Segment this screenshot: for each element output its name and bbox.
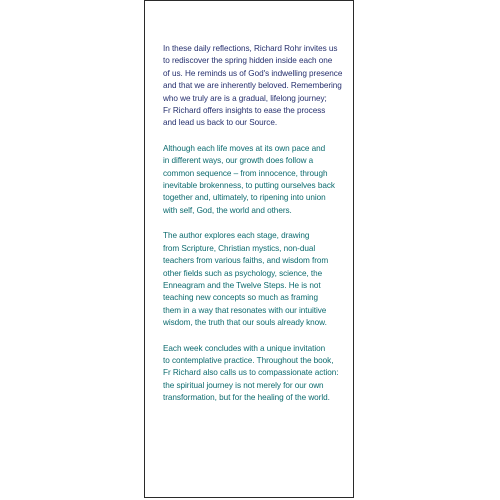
text-line: teaching new concepts so much as framing bbox=[163, 293, 319, 303]
text-line: and that we are inherently beloved. Remembering bbox=[163, 81, 342, 91]
text-line: Enneagram and the Twelve Steps. He is not bbox=[163, 280, 321, 290]
text-line: in different ways, our growth does follow a bbox=[163, 156, 314, 166]
text-line: who we truly are is a gradual, lifelong journey; bbox=[163, 93, 327, 103]
text-line: other fields such as psychology, science, the bbox=[163, 268, 323, 278]
text-line: In these daily reflections, Richard Rohr invites us bbox=[163, 44, 338, 53]
text-line: to rediscover the spring hidden inside each one bbox=[163, 56, 333, 66]
text-line: them in a way that resonates with our intuitive bbox=[163, 305, 327, 315]
text-line: wisdom, the truth that our souls already know. bbox=[163, 318, 327, 328]
paragraph-intro bbox=[163, 43, 349, 130]
text-line: together and, ultimately, to ripening into union bbox=[163, 193, 326, 203]
text-line: from Scripture, Christian mystics, non-dual bbox=[163, 243, 316, 253]
text-line: teachers from various faiths, and wisdom from bbox=[163, 256, 329, 266]
text-line: transformation, but for the healing of the world. bbox=[163, 393, 330, 403]
text-line: common sequence – from innocence, through bbox=[163, 168, 328, 178]
text-line: Each week concludes with a unique invitation bbox=[163, 343, 326, 353]
text-line: Fr Richard offers insights to ease the process bbox=[163, 106, 326, 116]
paragraph-practice bbox=[163, 343, 349, 405]
text-line: with self, God, the world and others. bbox=[163, 205, 292, 215]
text-line: Although each life moves at its own pace and bbox=[163, 143, 326, 153]
blurb-text bbox=[163, 43, 349, 418]
text-line: the spiritual journey is not merely for our own bbox=[163, 380, 324, 390]
text-line: of us. He reminds us of God's indwelling presence bbox=[163, 68, 343, 78]
text-line: Fr Richard also calls us to compassionate action: bbox=[163, 368, 339, 378]
paragraph-growth bbox=[163, 143, 349, 217]
text-line: to contemplative practice. Throughout the book, bbox=[163, 355, 334, 365]
text-line: and lead us back to our Source. bbox=[163, 118, 278, 128]
back-cover-panel bbox=[144, 0, 354, 498]
text-line: inevitable brokenness, to putting ourselves back bbox=[163, 181, 335, 191]
paragraph-stages bbox=[163, 230, 349, 329]
text-line: The author explores each stage, drawing bbox=[163, 231, 310, 241]
